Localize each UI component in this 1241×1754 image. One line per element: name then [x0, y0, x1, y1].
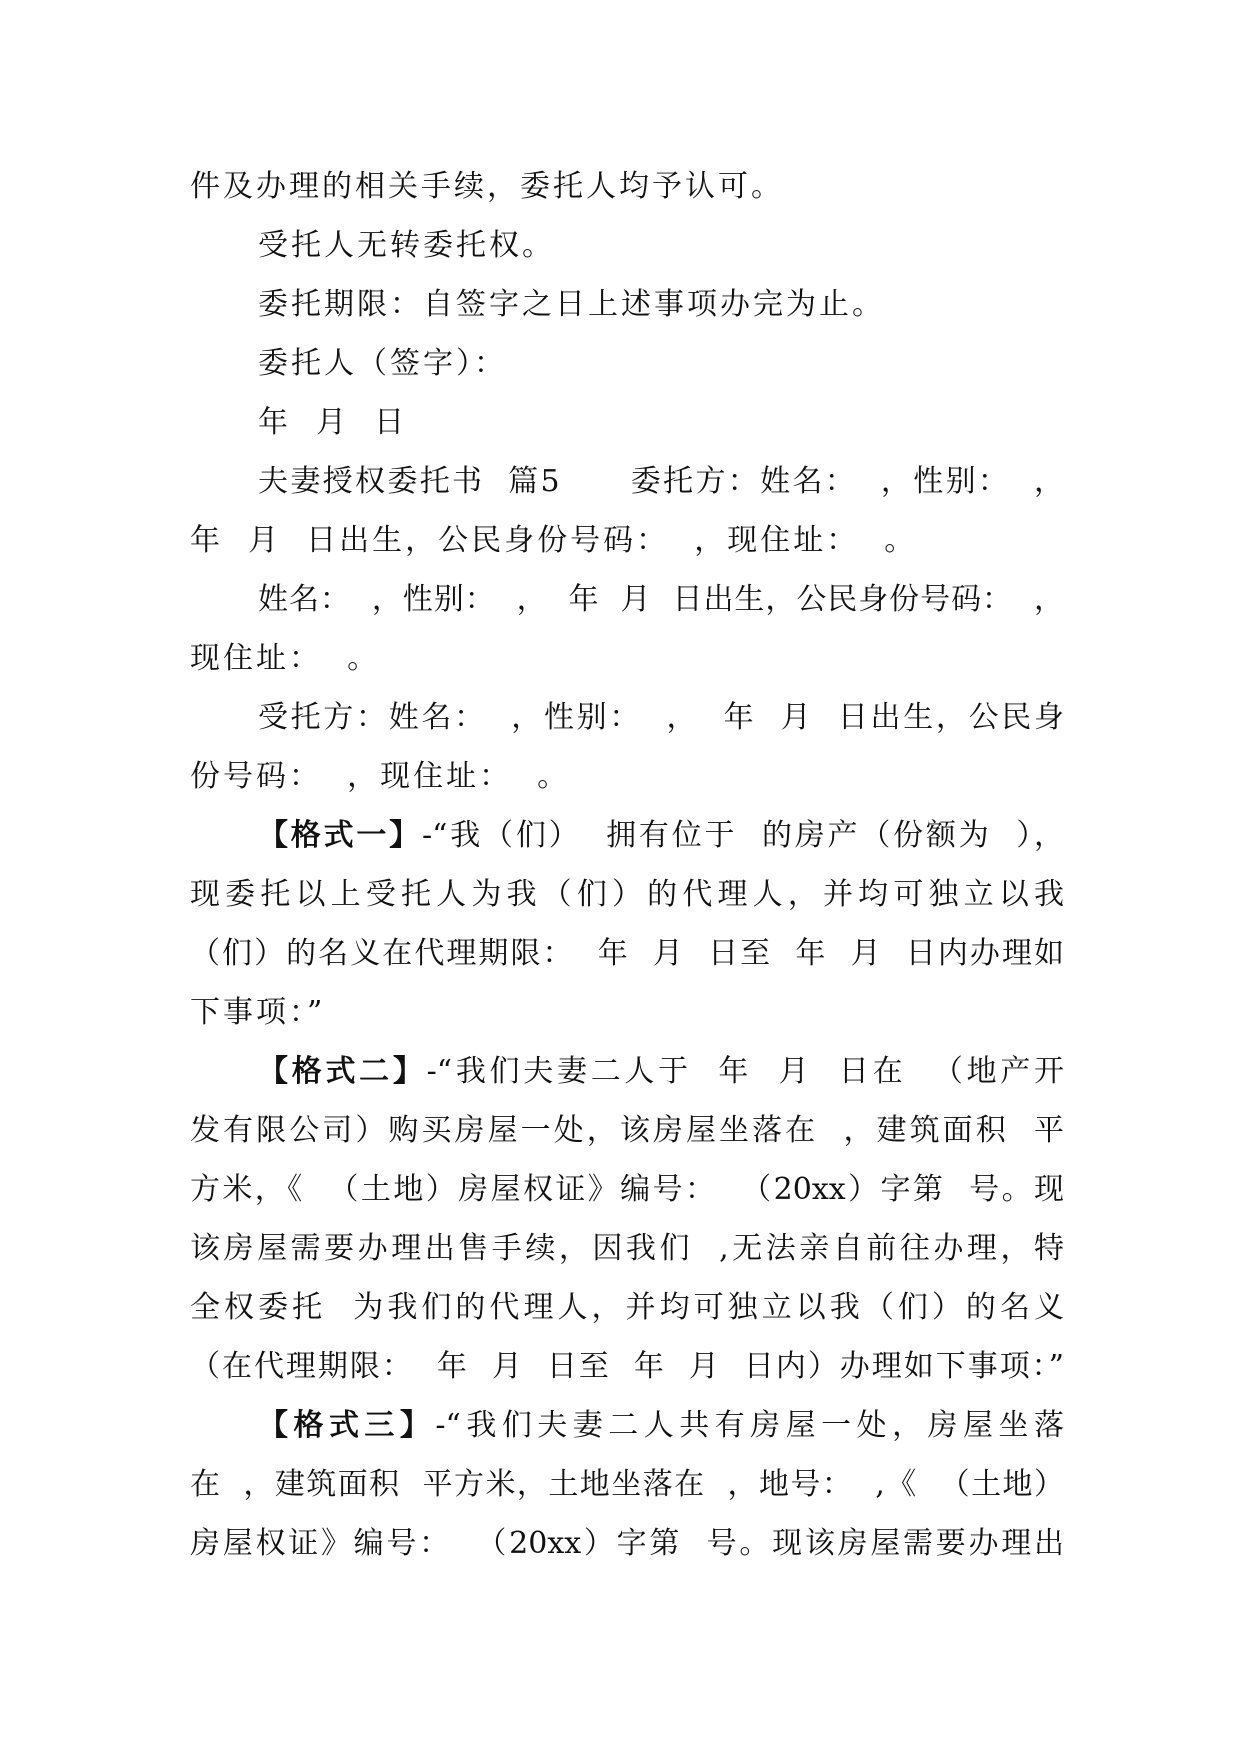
paragraph-principal-2 — [190, 570, 1064, 688]
line-text: -“我（们） 拥有位于 的房产（份额为 ）， — [421, 818, 1064, 853]
paragraph-line: 份号码： ，现住址： 。 — [190, 759, 571, 794]
paragraph-line: 全权委托 为我们的代理人，并均可独立以我（们）的名义 — [190, 1290, 1064, 1325]
paragraph-principal-1 — [190, 452, 1064, 570]
paragraph-line: 受托方：姓名： ，性别： ， 年 月 日出生，公民身 — [258, 700, 1064, 735]
format-label: 【格式三】 — [258, 1408, 436, 1443]
document-body — [190, 157, 1064, 1573]
paragraph-line: 受托人无转委托权。 — [258, 228, 555, 263]
paragraph-line: 发有限公司）购买房屋一处，该房屋坐落在 ，建筑面积 平 — [190, 1113, 1064, 1148]
paragraph-line: 该房屋需要办理出售手续，因我们 ,无法亲自前往办理，特 — [190, 1231, 1064, 1266]
paragraph-continued — [190, 157, 1064, 216]
line-text: -“我们夫妻二人于 年 月 日在 （地产开 — [426, 1054, 1064, 1089]
paragraph-format-3 — [190, 1396, 1064, 1573]
paragraph-line: 年 月 日 — [258, 405, 408, 440]
paragraph-line — [190, 1396, 1064, 1455]
paragraph-line: （们）的名义在代理期限： 年 月 日至 年 月 日内办理如 — [190, 936, 1064, 971]
paragraph-line: 方米，《 （土地）房屋权证》编号： （20xx）字第 号。现 — [190, 1172, 1064, 1207]
paragraph-line: 现住址： 。 — [190, 641, 381, 676]
paragraph-line: 现委托以上受托人为我（们）的代理人，并均可独立以我 — [190, 877, 1064, 912]
format-label: 【格式二】 — [258, 1054, 427, 1089]
paragraph-line: 夫妻授权委托书 篇5 委托方：姓名： ，性别： ， — [258, 464, 1064, 499]
paragraph-no-subdelegation — [190, 216, 1064, 275]
format-label: 【格式一】 — [258, 818, 422, 853]
paragraph-line: 件及办理的相关手续，委托人均予认可。 — [190, 169, 784, 204]
paragraph-format-2 — [190, 1042, 1064, 1396]
paragraph-agent — [190, 688, 1064, 806]
paragraph-line: （在代理期限： 年 月 日至 年 月 日内）办理如下事项：” — [190, 1349, 1064, 1384]
paragraph-line: 下事项：” — [190, 995, 326, 1030]
date-line — [190, 393, 1064, 452]
paragraph-line: 委托人（签字）： — [258, 346, 507, 381]
paragraph-format-1 — [190, 806, 1064, 1042]
signature-line — [190, 334, 1064, 393]
paragraph-line: 姓名： ，性别： ， 年 月 日出生，公民身份号码： ， — [258, 582, 1064, 617]
paragraph-line: 房屋权证》编号： （20xx）字第 号。现该房屋需要办理出 — [190, 1526, 1064, 1561]
line-text: -“我们夫妻二人共有房屋一处，房屋坐落 — [435, 1408, 1064, 1443]
paragraph-line: 委托期限：自签字之日上述事项办完为止。 — [258, 287, 885, 322]
paragraph-delegation-period — [190, 275, 1064, 334]
paragraph-line: 在 ，建筑面积 平方米，土地坐落在 ，地号： ,《 （土地） — [190, 1467, 1064, 1502]
paragraph-line — [190, 806, 1064, 865]
paragraph-line: 年 月 日出生，公民身份号码： ，现住址： 。 — [190, 523, 918, 558]
paragraph-line — [190, 1042, 1064, 1101]
